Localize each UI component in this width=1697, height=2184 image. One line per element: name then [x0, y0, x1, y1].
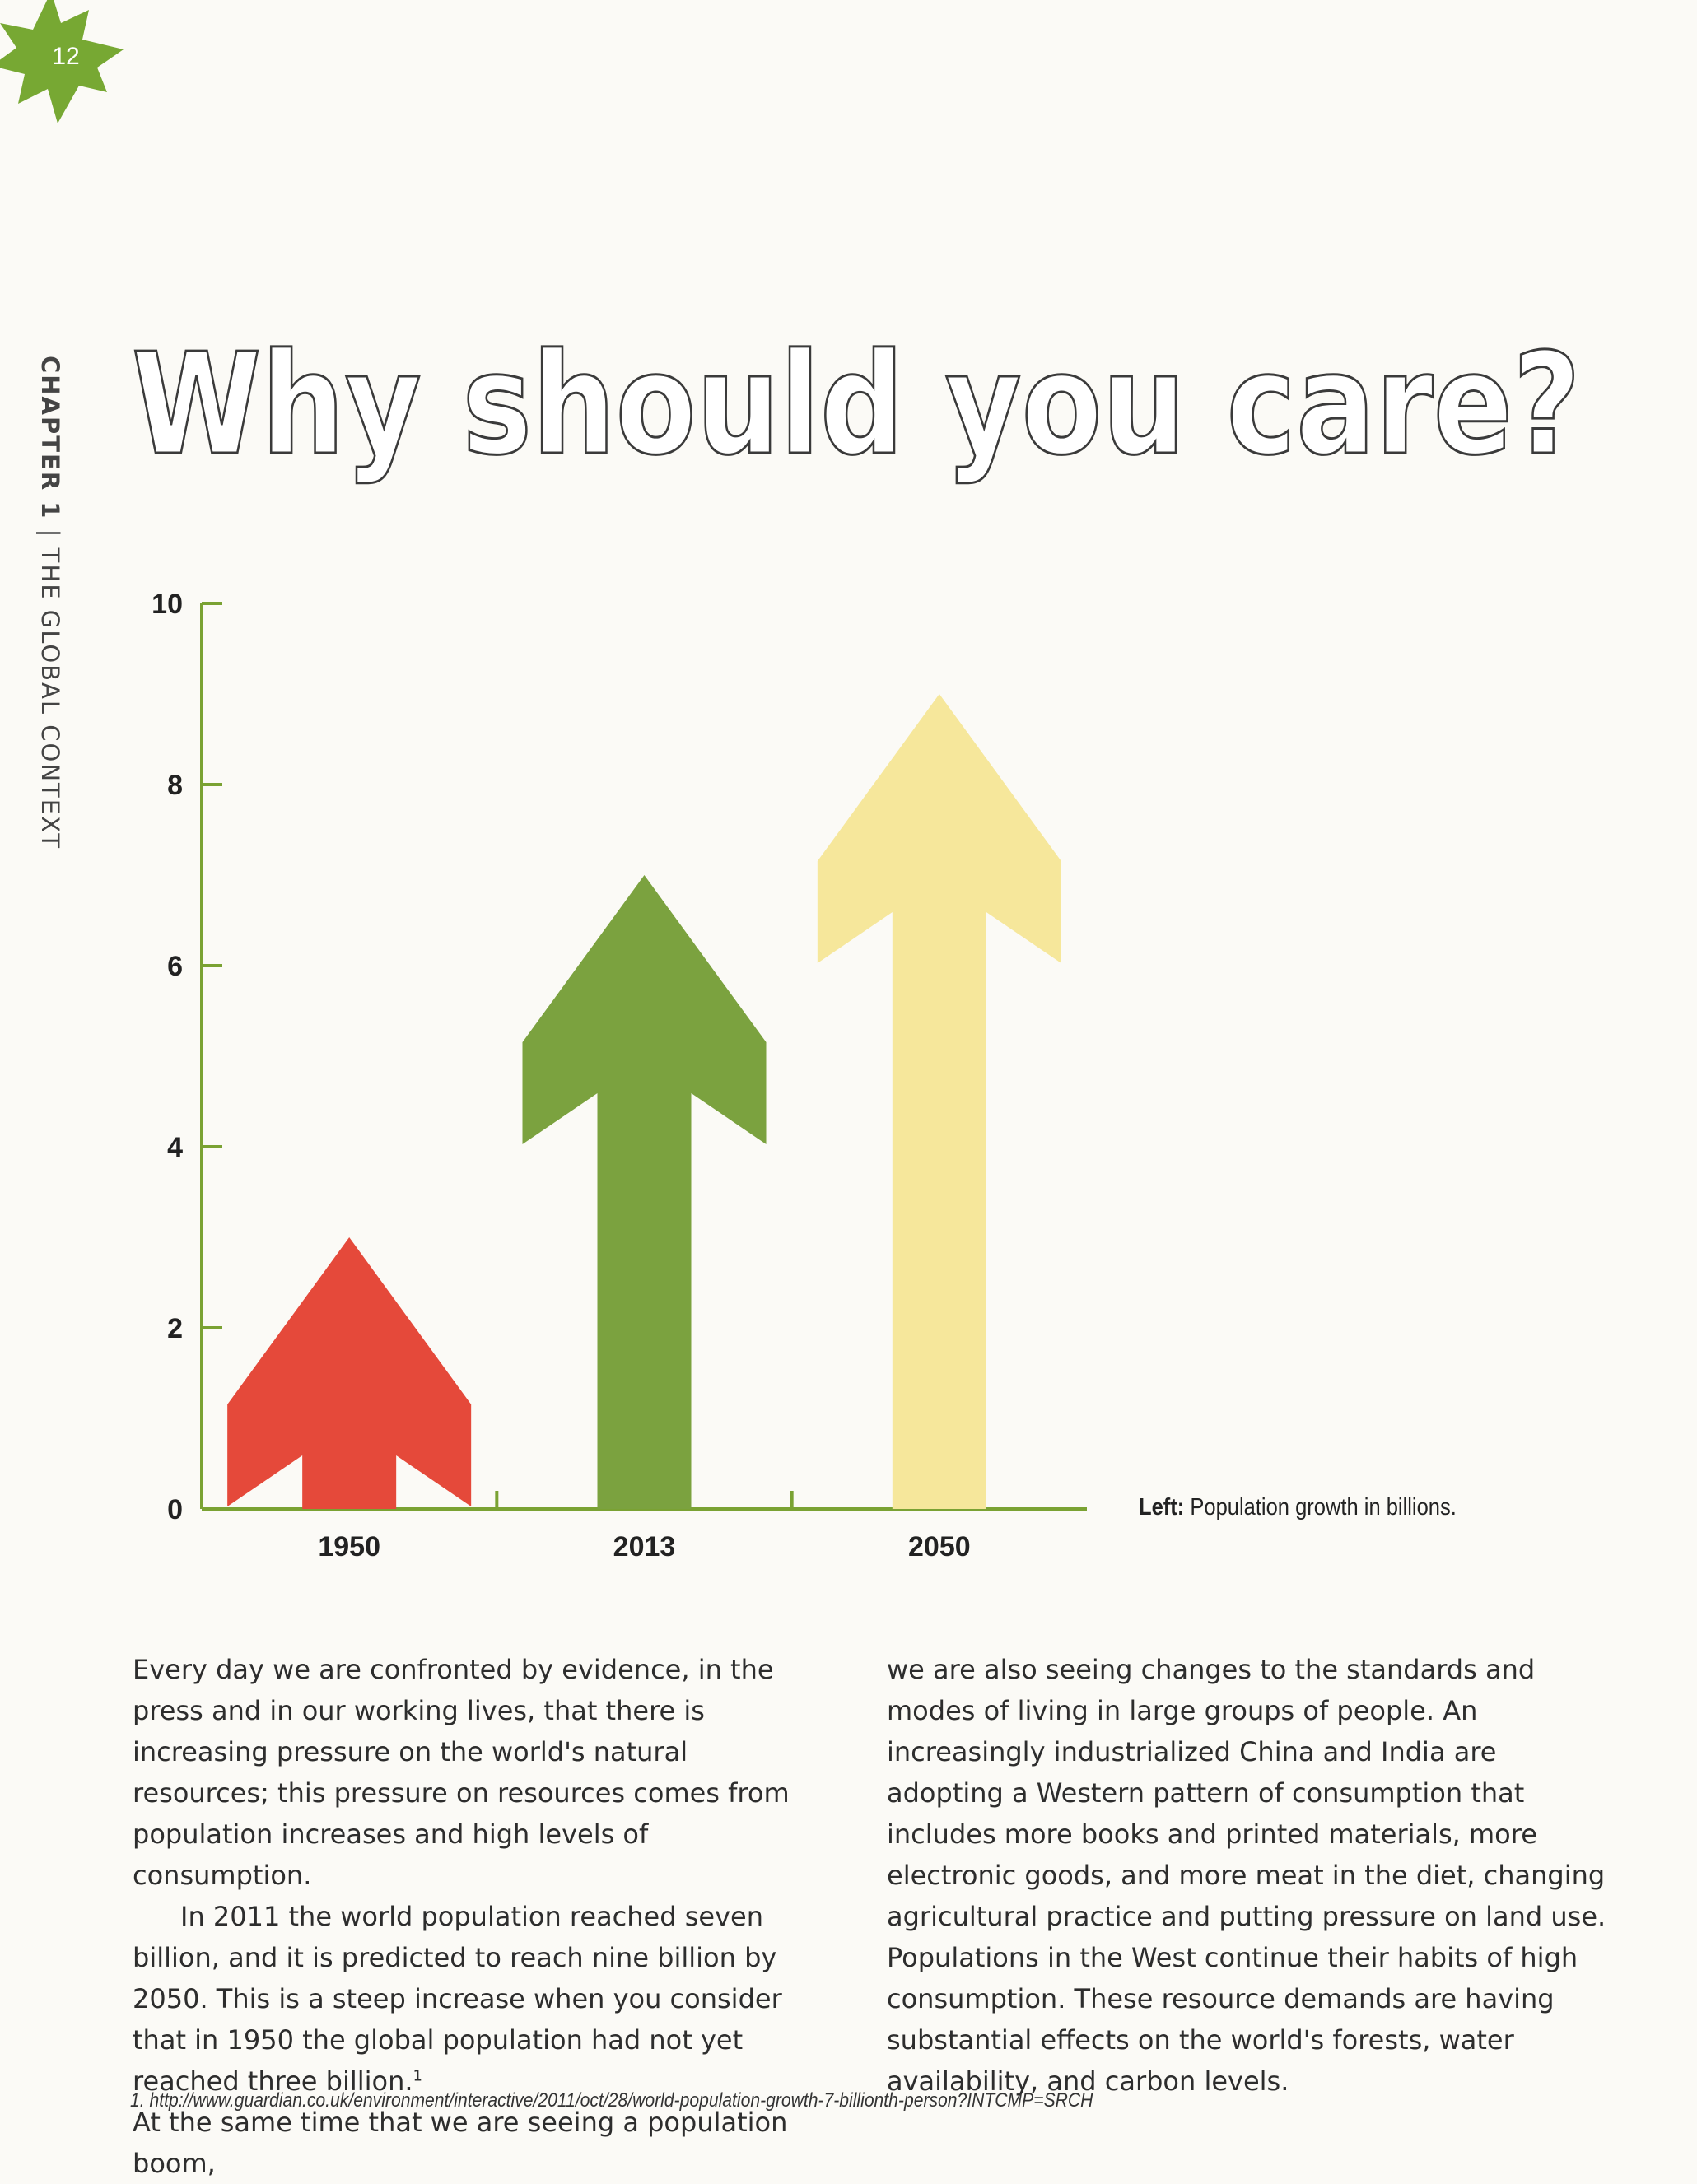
y-tick-label: 6	[167, 951, 183, 982]
y-tick-label: 8	[167, 770, 183, 801]
chapter-separator: |	[36, 519, 64, 548]
caption-lead: Left:	[1139, 1494, 1185, 1520]
bar-arrow-2050	[818, 694, 1061, 1509]
chapter-number: CHAPTER 1	[36, 356, 64, 520]
y-tick-label: 10	[152, 589, 183, 620]
body-paragraph: we are also seeing changes to the standards and modes of living in large groups of people. An increasingly industrialized China and India are adopting a Western pattern of consumption that includes more books and printed materials, more electronic goods, and more meat in the diet, changing agricultural practice and putting pressure on land use. Populations in the West continue their habits of high consumption. These resource demands are having substantial effects on the world's forests, water availability, and carbon levels.	[887, 1654, 1606, 2097]
page-title-text: Why should you care?	[132, 324, 1581, 487]
footnote-reference: 1	[413, 2067, 422, 2085]
chart-marks	[227, 694, 1061, 1562]
chart-caption	[1139, 1494, 1457, 1521]
chapter-title: THE GLOBAL CONTEXT	[36, 547, 64, 850]
body-paragraph-text: In 2011 the world population reached seven billion, and it is predicted to reach nine billion by 2050. This is a steep increase when you consider that in 1950 the global population had not yet reached three billion.	[133, 1901, 782, 2097]
y-tick-label: 0	[167, 1494, 183, 1525]
body-column-right	[887, 1649, 1611, 2102]
body-paragraph	[133, 1896, 816, 2102]
x-tick-label: 2050	[908, 1531, 971, 1562]
body-paragraph: Every day we are confronted by evidence, in the press and in our working lives, that there is increasing pressure on the world's natural resources; this pressure on resources comes from population increases and high levels of consumption.	[133, 1654, 790, 1891]
bar-arrow-1950	[227, 1237, 471, 1509]
x-tick-label: 2013	[613, 1531, 676, 1562]
x-tick-label: 1950	[318, 1531, 380, 1562]
y-tick-label: 4	[167, 1132, 183, 1163]
y-tick-label: 2	[167, 1313, 183, 1344]
bar-arrow-2013	[523, 875, 767, 1509]
footnote: 1. http://www.guardian.co.uk/environment/interactive/2011/oct/28/world-population-growth-7-billionth-person?INTCMP=SRCH	[130, 2089, 1093, 2112]
caption-text: Population growth in billions.	[1190, 1494, 1457, 1520]
body-paragraph: At the same time that we are seeing a population boom,	[133, 2107, 788, 2179]
page-number: 12	[52, 43, 80, 70]
